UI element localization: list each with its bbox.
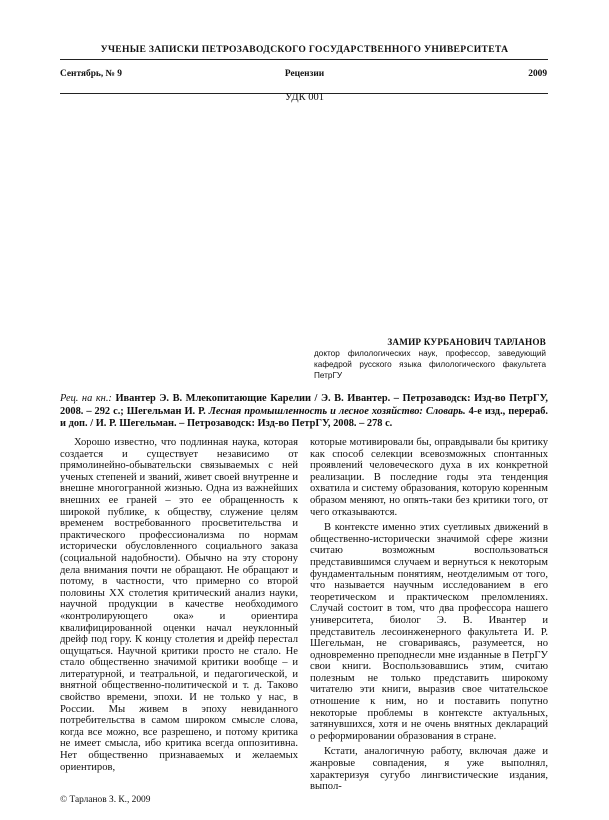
journal-title: УЧЕНЫЕ ЗАПИСКИ ПЕТРОЗАВОДСКОГО ГОСУДАРСТВЕННОГО УНИВЕРСИТЕТА [100, 44, 509, 55]
reviewed-books [60, 393, 548, 431]
reviewed-book-1: Ивантер Э. В. Млекопитающие Карелии / Э. В. Ивантер. – Петрозаводск: Изд-во ПетрГУ, 2008. – 292 с.; [60, 393, 548, 417]
body-paragraph: которые мотивировали бы, оправдывали бы критику как способ селекции всевозможных спонтанных проявлений человеческого духа в их конкретной реализации. В последние годы эта тенденция охватила и систему образования, которую коренным образом меняют, но опять-таки без критики того, от чего отказываются. [310, 437, 548, 518]
review-lead: Рец. на кн.: [60, 393, 112, 404]
udk-code: УДК 001 [285, 92, 324, 103]
issue-label: Сентябрь, № 9 [60, 69, 122, 79]
reviewed-book-2-title: Лесная промышленность и лесное хозяйство: Словарь. [208, 405, 466, 417]
author-affiliation: доктор филологических наук, профессор, заведующий кафедрой русского языка филологического факультета ПетрГУ [314, 349, 546, 380]
reviewed-book-2-author: Шегельман И. Р. [126, 405, 206, 417]
author-name: ЗАМИР КУРБАНОВИЧ ТАРЛАНОВ [387, 337, 546, 347]
copyright-note: © Тарланов З. К., 2009 [60, 795, 151, 805]
body-column-left [60, 437, 298, 773]
year-label: 2009 [528, 69, 547, 79]
body-paragraph: Кстати, аналогичную работу, включая даже и жанровые совпадения, я уже выполнял, характеризуя сугубо лингвистические издания, выпол- [310, 746, 548, 793]
section-label: Рецензии [284, 69, 325, 79]
body-paragraph: В контексте именно этих суетливых движений в общественно-исторически значимой сфере жизни считаю возможным воспользоваться представившимся случаем и вернуться к некоторым фундаментальным понятиям, неотделимым от того, что называется научным исследованием в его теоретическом и практическом преломлениях. Случай состоит в том, что два профессора нашего университета, биолог Э. В. Ивантер и представитель лесоинженерного факультета И. Р. Шегельман, не сговариваясь, разумеется, но одновременно преподнесли мне изданные в ПетрГУ свои книги. Воспользовавшись этим, считаю полезным не только представить широкому читателю эти книги, выразив свое читательское отношение к ним, но и поставить попутно некоторые проблемы в контексте актуальных, затянувшихся, хотя и не очень внятных деклараций о реформировании образования в стране. [310, 522, 548, 742]
header-rule-top [60, 59, 548, 60]
reviewed-book-2-details: 4-е изд., перераб. и доп. / И. Р. Шегельман. – Петрозаводск: Изд-во ПетрГУ, 2008. – 278 с. [60, 405, 548, 429]
body-paragraph: Хорошо известно, что подлинная наука, которая создается и существует независимо от прямолинейно-обывательски связываемых с ней ученых степеней и званий, живет своей внутренне и внешне многогранной жизнью. Одна из важнейших внешних ее граней – это ее обращенность к широкой публике, к обществу, служение целям временем востребованного просветительства и практического профессионализма по нормам исторически обусловленного социального заказа (социальной надобности). Обычно на эту сторону дела внимания почти не обращают. Не обращают и потому, в частности, что примерно со второй половины XX столетия критический анализ науки, научной продукции в качестве необходимого «контролирующего ока» и ориентира квалифицированной оценки начал неуклонный дрейф под гору. К концу столетия и дрейф перестал ощущаться. Научной критики просто не стало. Не стало общественно значимой критики вообще – и литературной, и театральной, и педагогической, и внятной общественно-политической и т. д. Таково свойство времени, эпохи. И не только у нас, в России. Мы живем в эпоху невиданного потребительства в самом широком смысле слова, когда все можно, все разрешено, и потому критика не имеет смысла, ибо критика всегда оппозитивна. Нет общественно признаваемых и желаемых ориентиров, [60, 437, 298, 773]
body-column-right [310, 437, 548, 793]
